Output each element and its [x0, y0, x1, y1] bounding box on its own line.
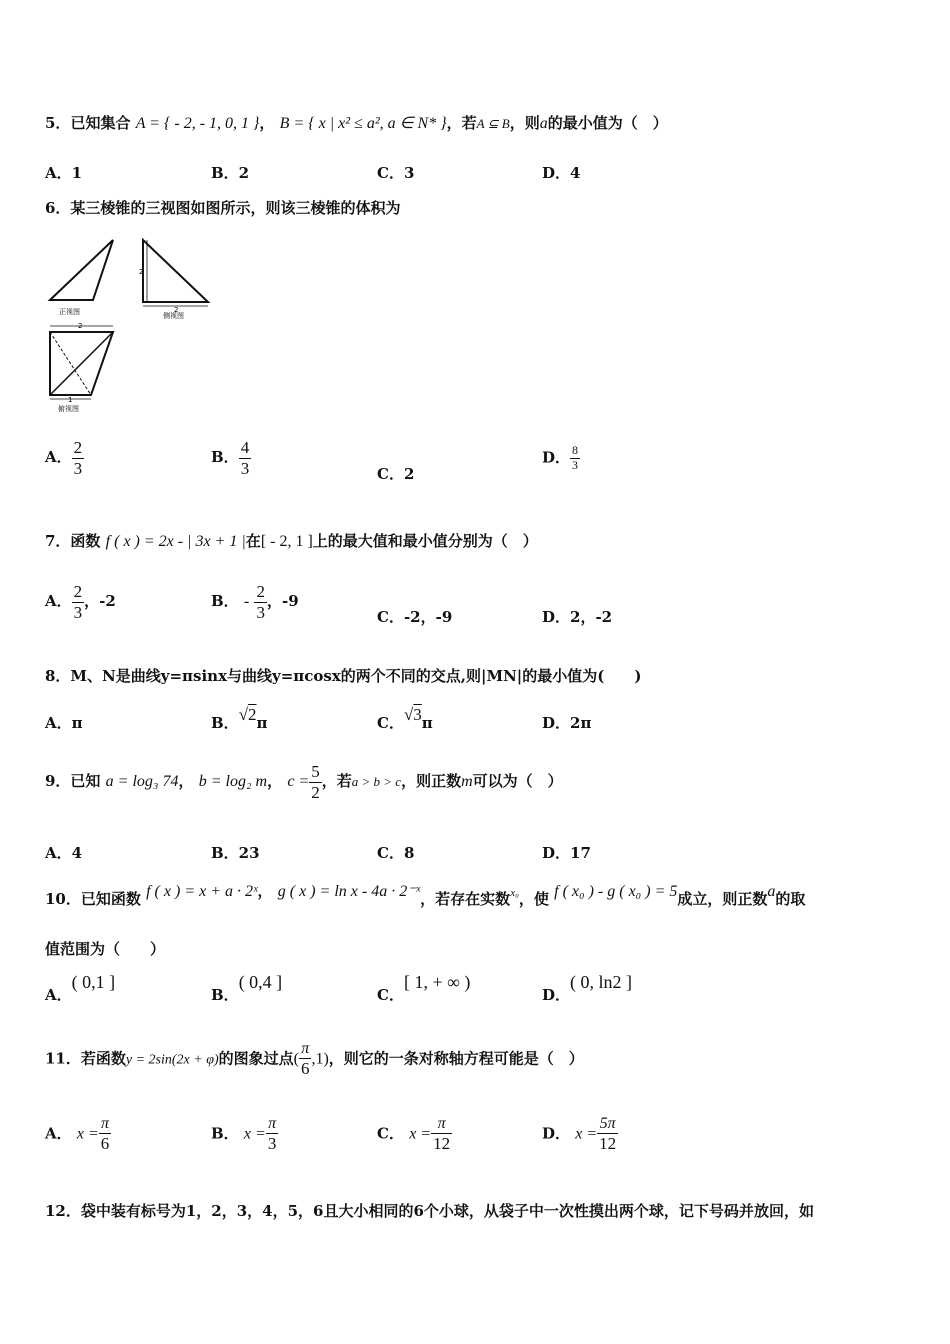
- q5-set-b: B = { x | x² ≤ a², a ∈ N* }: [279, 115, 447, 132]
- q11-option-c-fraction: $\frac{\pi}{12}$: [433, 1115, 451, 1154]
- q6-option-d-fraction: $\frac{8}{3}$: [572, 443, 579, 472]
- q7-option-d: D．2，-2: [542, 608, 613, 626]
- question-10: [45, 880, 806, 908]
- q10-option-c-value: [ 1, + ∞ ): [403, 972, 471, 992]
- q7-option-b-rest: ，-9: [266, 592, 299, 611]
- side-view-width-dim: 2: [174, 306, 179, 314]
- q10-option-c: [377, 972, 471, 1004]
- q9-sep-1: ，: [178, 772, 194, 791]
- q10-option-a-value: ( 0,1 ]: [71, 972, 116, 992]
- front-view-label: 正视图: [59, 308, 80, 316]
- q11-option-a-fraction: $\frac{\pi}{6}$: [100, 1115, 110, 1154]
- q11-option-d-pre: x =: [575, 1125, 598, 1143]
- q5-variable: a: [539, 115, 548, 132]
- q10-text-3: 成立，则正数: [677, 890, 768, 908]
- q10-number: 10．已知函数: [45, 890, 141, 908]
- q7-option-a-fraction: $\frac{2}{3}$: [73, 582, 83, 622]
- q5-text-3: ，则: [509, 114, 540, 132]
- q11-option-b-fraction: $\frac{\pi}{3}$: [267, 1115, 277, 1154]
- q10-option-d-value: ( 0, ln2 ]: [570, 972, 633, 992]
- q7-option-a-label: A．: [45, 592, 72, 611]
- question-5: [45, 112, 668, 133]
- q5-option-c: C．3: [377, 164, 415, 182]
- question-10-line-2: 值范围为（ ）: [45, 940, 166, 958]
- q8-option-b-label: B．: [211, 714, 239, 732]
- q10-option-b-label: B．: [211, 986, 239, 1004]
- q9-c: c =: [287, 773, 310, 791]
- q9-a: a = log₃ 74: [105, 773, 179, 791]
- q10-x0: x₀: [510, 887, 519, 899]
- q7-function: f ( x ) = 2x - | 3x + 1 |: [105, 533, 246, 550]
- q5-option-a: A．1: [45, 164, 83, 182]
- q7-option-a-rest: ，-2: [84, 592, 116, 611]
- q11-number: 11．若函数: [45, 1049, 126, 1068]
- q6-option-b: [211, 438, 251, 478]
- q8-option-c: C．√3π: [377, 705, 433, 732]
- q8-option-c-label: C．: [377, 714, 404, 732]
- q5-number: 5．: [45, 114, 71, 132]
- q8-option-b-rest: π: [256, 714, 268, 732]
- side-view-triangle: [143, 240, 208, 302]
- q10-option-b: [211, 972, 283, 1004]
- q8-option-c-rest: π: [421, 714, 433, 732]
- three-view-figure: [45, 232, 220, 417]
- q8-option-b: B．√2π: [211, 705, 268, 732]
- q11-point-rest: ,1): [311, 1050, 329, 1068]
- q10-equation: f ( x₀ ) - g ( x₀ ) = 5: [554, 883, 678, 900]
- top-view-hidden-edge: [50, 332, 91, 395]
- q8-option-c-radicand: 3: [413, 705, 422, 724]
- q7-option-b: [211, 582, 299, 622]
- question-11: [45, 1040, 584, 1079]
- q5-condition: A ⊆ B: [476, 116, 510, 131]
- question-6: 6．某三棱锥的三视图如图所示，则该三棱锥的体积为: [45, 199, 401, 217]
- q11-option-d-label: D．: [542, 1124, 571, 1143]
- q10-text-4: 的取: [775, 890, 806, 908]
- q9-text-3: 可以为（ ）: [472, 772, 563, 791]
- q9-variable: m: [461, 773, 473, 791]
- q7-option-b-label: B．: [211, 592, 239, 611]
- q11-option-c: [377, 1115, 452, 1154]
- q5-text-1: 已知集合: [70, 114, 131, 132]
- q11-option-b-pre: x =: [243, 1125, 266, 1143]
- q10-text-2: ，使: [518, 890, 549, 908]
- q11-point-open: (: [293, 1050, 299, 1068]
- q6-option-b-fraction: $\frac{4}{3}$: [240, 438, 250, 478]
- q11-point-fraction: $\frac{\pi}{6}$: [300, 1040, 310, 1079]
- three-view-drawing: [45, 232, 220, 417]
- q10-option-d-label: D．: [542, 986, 571, 1004]
- side-view-label: 侧视图: [163, 312, 184, 320]
- q8-option-b-radicand: 2: [248, 705, 257, 724]
- q6-option-a: [45, 438, 84, 478]
- q5-set-a: A = { - 2, - 1, 0, 1 }: [135, 115, 260, 132]
- q9-option-d: D．17: [542, 844, 591, 862]
- q6-option-a-fraction: $\frac{2}{3}$: [73, 438, 83, 478]
- q11-option-d-fraction: $\frac{5\pi}{12}$: [599, 1115, 617, 1154]
- q10-f: f ( x ) = x + a · 2ˣ: [146, 883, 258, 900]
- q11-option-a-pre: x =: [76, 1125, 99, 1143]
- q9-number: 9．已知: [45, 772, 101, 791]
- q10-option-b-value: ( 0,4 ]: [238, 972, 283, 992]
- q9-text-1: ，若: [321, 772, 352, 791]
- q8-option-d: D．2π: [542, 714, 592, 732]
- q7-number: 7．函数: [45, 532, 101, 550]
- question-7: [45, 530, 538, 551]
- q9-c-fraction: $\frac{5}{2}$: [311, 762, 320, 802]
- question-8: 8．M、N是曲线y=πsinx与曲线y=πcosx的两个不同的交点,则|MN|的最小值为( ): [45, 667, 642, 685]
- q11-option-a: [45, 1115, 111, 1154]
- q7-text-2: 上的最大值和最小值分别为（ ）: [312, 532, 538, 550]
- q7-option-a: [45, 582, 116, 622]
- q5-sep: ，: [259, 114, 275, 132]
- q11-text-1: 的图象过点: [218, 1049, 294, 1068]
- q7-text-1: 在: [245, 532, 261, 550]
- q6-option-b-label: B．: [211, 448, 239, 467]
- q6-option-c: C．2: [377, 465, 415, 483]
- q10-option-d: [542, 972, 633, 1004]
- q11-text-2: ，则它的一条对称轴方程可能是（ ）: [328, 1049, 584, 1068]
- q7-option-c: C．-2，-9: [377, 608, 453, 626]
- q9-condition: a > b > c: [351, 774, 402, 790]
- front-view-triangle: [50, 240, 113, 300]
- q5-option-b: B．2: [211, 164, 250, 182]
- top-view-label: 俯视图: [58, 405, 79, 413]
- q10-option-a: [45, 972, 116, 1004]
- q11-option-a-label: A．: [45, 1124, 72, 1143]
- question-12: 12．袋中装有标号为1，2，3，4，5，6且大小相同的6个小球，从袋子中一次性摸出两个球，记下号码并放回，如: [45, 1202, 814, 1220]
- q11-function: y = 2sin(2x + φ): [125, 1052, 219, 1068]
- q9-option-a: A．4: [45, 844, 83, 862]
- q10-text-1: ，若存在实数: [420, 890, 511, 908]
- q10-sep: ，: [257, 882, 273, 900]
- top-view-width-dim: 2: [78, 322, 83, 330]
- q10-variable: a: [767, 883, 776, 900]
- q5-text-4: 的最小值为（ ）: [547, 114, 668, 132]
- q7-option-b-sign: -: [243, 593, 250, 611]
- q9-text-2: ，则正数: [401, 772, 462, 791]
- q11-option-b-label: B．: [211, 1124, 239, 1143]
- question-9: [45, 762, 563, 802]
- q7-interval: [ - 2, 1 ]: [260, 533, 313, 550]
- q11-option-b: [211, 1115, 278, 1154]
- q9-b: b = log₂ m: [198, 773, 268, 791]
- q6-option-a-label: A．: [45, 448, 72, 467]
- q9-sep-2: ，: [267, 772, 283, 791]
- q11-option-c-label: C．: [377, 1124, 404, 1143]
- q8-option-a: A．π: [45, 714, 83, 732]
- top-view-small-dim: 1: [68, 396, 73, 404]
- q10-option-a-label: A．: [45, 986, 72, 1004]
- q10-option-c-label: C．: [377, 986, 404, 1004]
- q9-option-b: B．23: [211, 844, 260, 862]
- side-view-height-dim: 2: [139, 268, 144, 276]
- q11-option-d: [542, 1115, 618, 1154]
- q7-option-b-fraction: $\frac{2}{3}$: [256, 582, 265, 622]
- q6-option-d-label: D．: [542, 448, 571, 467]
- q5-text-2: ，若: [446, 114, 477, 132]
- q11-option-c-pre: x =: [409, 1125, 432, 1143]
- q10-g: g ( x ) = ln x - 4a · 2⁻ˣ: [277, 883, 421, 900]
- q5-option-d: D．4: [542, 164, 581, 182]
- q9-option-c: C．8: [377, 844, 415, 862]
- q6-option-d: [542, 444, 580, 473]
